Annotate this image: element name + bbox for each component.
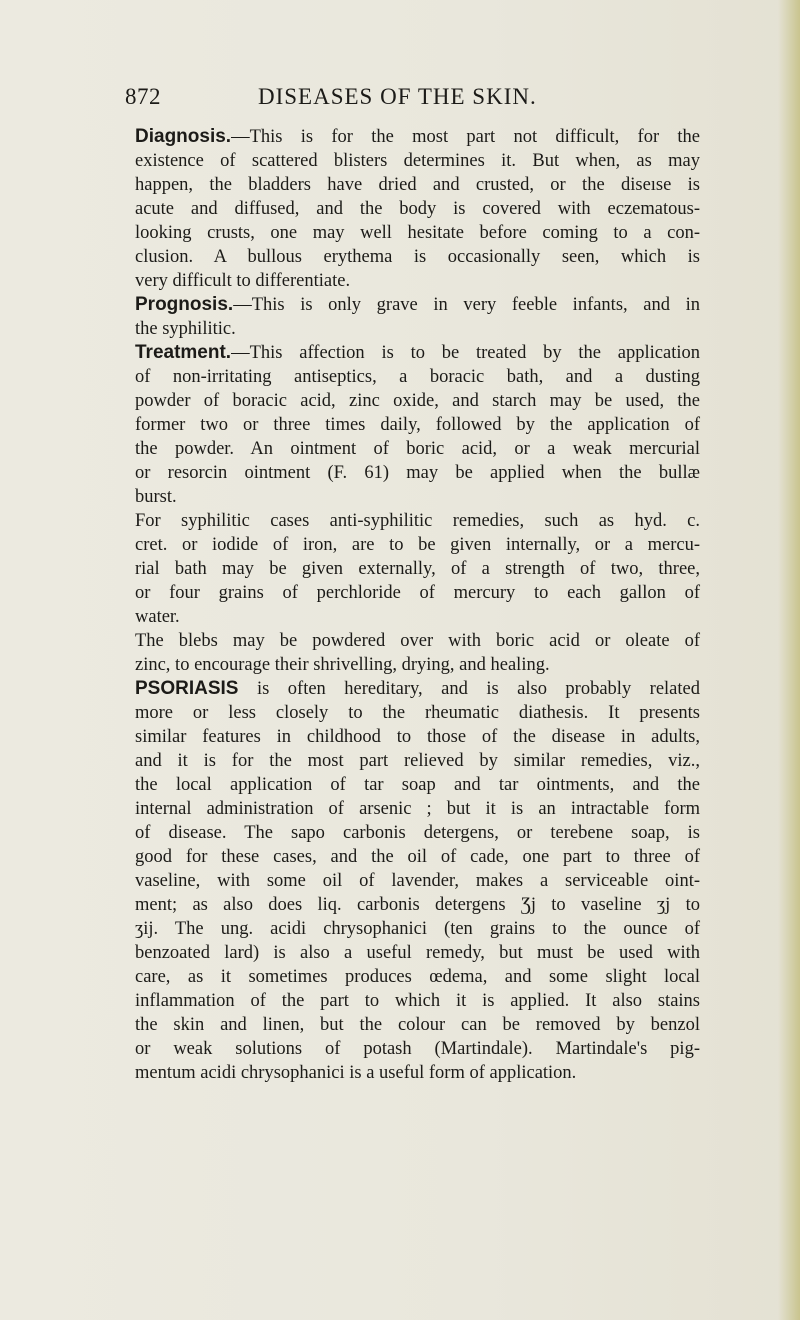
line-text: inflammation of the part to which it is applied. It also stains bbox=[135, 991, 700, 1011]
text-line bbox=[135, 1061, 700, 1085]
text-line bbox=[135, 149, 700, 173]
line-text: cret. or iodide of iron, are to be given internally, or a mercu- bbox=[135, 535, 700, 555]
section-heading: PSORIASIS bbox=[135, 678, 239, 699]
line-text: similar features in childhood to those of the disease in adults, bbox=[135, 727, 700, 747]
text-line bbox=[135, 773, 700, 797]
text-line bbox=[135, 653, 700, 677]
running-title: DISEASES OF THE SKIN. bbox=[258, 84, 537, 109]
text-line bbox=[135, 461, 700, 485]
text-line bbox=[135, 989, 700, 1013]
text-line bbox=[135, 869, 700, 893]
text-line bbox=[135, 581, 700, 605]
line-text: zinc, to encourage their shrivelling, drying, and healing. bbox=[135, 655, 550, 675]
section-heading: Prognosis. bbox=[135, 294, 234, 315]
text-line bbox=[135, 317, 700, 341]
line-text: looking crusts, one may well hesitate before coming to a con- bbox=[135, 223, 700, 243]
text-line bbox=[135, 269, 700, 293]
text-line bbox=[135, 893, 700, 917]
line-text: is often hereditary, and is also probably related bbox=[238, 679, 700, 699]
line-text: internal administration of arsenic ; but it is an intractable form bbox=[135, 799, 700, 819]
line-text: The blebs may be powdered over with boric acid or oleate of bbox=[135, 631, 700, 651]
text-line bbox=[135, 341, 700, 365]
line-text: the syphilitic. bbox=[135, 319, 236, 339]
line-text: or weak solutions of potash (Martindale). Martindale's pig- bbox=[135, 1039, 700, 1059]
line-text: of non-irritating antiseptics, a boracic bath, and a dusting bbox=[135, 367, 700, 387]
line-text: benzoated lard) is also a useful remedy, but must be used with bbox=[135, 943, 700, 963]
text-line bbox=[135, 221, 700, 245]
text-line bbox=[135, 557, 700, 581]
text-line bbox=[135, 917, 700, 941]
page-number: 872 bbox=[125, 84, 161, 109]
text-line bbox=[135, 533, 700, 557]
text-line bbox=[135, 941, 700, 965]
line-text: —This is for the most part not difficult, for the bbox=[231, 127, 700, 147]
line-text: and it is for the most part relieved by similar remedies, viz., bbox=[135, 751, 700, 771]
text-line bbox=[135, 173, 700, 197]
line-text: the skin and linen, but the colour can be removed by benzol bbox=[135, 1015, 700, 1035]
line-text: acute and diffused, and the body is covered with eczematous- bbox=[135, 199, 700, 219]
line-text: more or less closely to the rheumatic diathesis. It presents bbox=[135, 703, 700, 723]
body-text bbox=[135, 125, 700, 1085]
line-text: —This affection is to be treated by the application bbox=[231, 343, 700, 363]
line-text: —This is only grave in very feeble infants, and in bbox=[233, 295, 700, 315]
text-line bbox=[135, 413, 700, 437]
section-heading: Treatment. bbox=[135, 342, 232, 363]
text-line bbox=[135, 1013, 700, 1037]
text-line bbox=[135, 437, 700, 461]
text-line bbox=[135, 821, 700, 845]
line-text: of disease. The sapo carbonis detergens, or terebene soap, is bbox=[135, 823, 700, 843]
text-line bbox=[135, 197, 700, 221]
line-text: water. bbox=[135, 607, 180, 627]
text-line bbox=[135, 605, 700, 629]
line-text: existence of scattered blisters determines it. But when, as may bbox=[135, 151, 700, 171]
text-line bbox=[135, 485, 700, 509]
text-line bbox=[135, 629, 700, 653]
line-text: the powder. An ointment of boric acid, or a weak mercurial bbox=[135, 439, 700, 459]
line-text: powder of boracic acid, zinc oxide, and starch may be used, the bbox=[135, 391, 700, 411]
line-text: ʒij. The ung. acidi chrysophanici (ten grains to the ounce of bbox=[135, 919, 700, 939]
section-heading: Diagnosis. bbox=[135, 126, 232, 147]
page-edge bbox=[778, 0, 800, 1320]
text-line bbox=[135, 245, 700, 269]
line-text: or resorcin ointment (F. 61) may be applied when the bullæ bbox=[135, 463, 700, 483]
text-line bbox=[135, 677, 700, 701]
text-line bbox=[135, 389, 700, 413]
text-line bbox=[135, 701, 700, 725]
text-line bbox=[135, 509, 700, 533]
text-line bbox=[135, 725, 700, 749]
line-text: the local application of tar soap and tar ointments, and the bbox=[135, 775, 700, 795]
line-text: or four grains of perchloride of mercury to each gallon of bbox=[135, 583, 700, 603]
text-line bbox=[135, 797, 700, 821]
line-text: For syphilitic cases anti-syphilitic remedies, such as hyd. c. bbox=[135, 511, 700, 531]
line-text: burst. bbox=[135, 487, 177, 507]
line-text: happen, the bladders have dried and crusted, or the diseıse is bbox=[135, 175, 700, 195]
text-line bbox=[135, 749, 700, 773]
line-text: good for these cases, and the oil of cade, one part to three of bbox=[135, 847, 700, 867]
line-text: vaseline, with some oil of lavender, makes a serviceable oint- bbox=[135, 871, 700, 891]
text-line bbox=[135, 965, 700, 989]
page-header bbox=[125, 84, 695, 114]
line-text: care, as it sometimes produces œdema, and some slight local bbox=[135, 967, 700, 987]
text-line bbox=[135, 125, 700, 149]
line-text: former two or three times daily, followed by the application of bbox=[135, 415, 700, 435]
line-text: rial bath may be given externally, of a strength of two, three, bbox=[135, 559, 700, 579]
text-line bbox=[135, 1037, 700, 1061]
line-text: mentum acidi chrysophanici is a useful form of application. bbox=[135, 1063, 577, 1083]
line-text: ment; as also does liq. carbonis detergens Ʒj to vaseline ʒj to bbox=[135, 895, 700, 915]
text-line bbox=[135, 293, 700, 317]
text-line bbox=[135, 845, 700, 869]
line-text: very difficult to differentiate. bbox=[135, 271, 351, 291]
text-line bbox=[135, 365, 700, 389]
line-text: clusion. A bullous erythema is occasionally seen, which is bbox=[135, 247, 700, 267]
